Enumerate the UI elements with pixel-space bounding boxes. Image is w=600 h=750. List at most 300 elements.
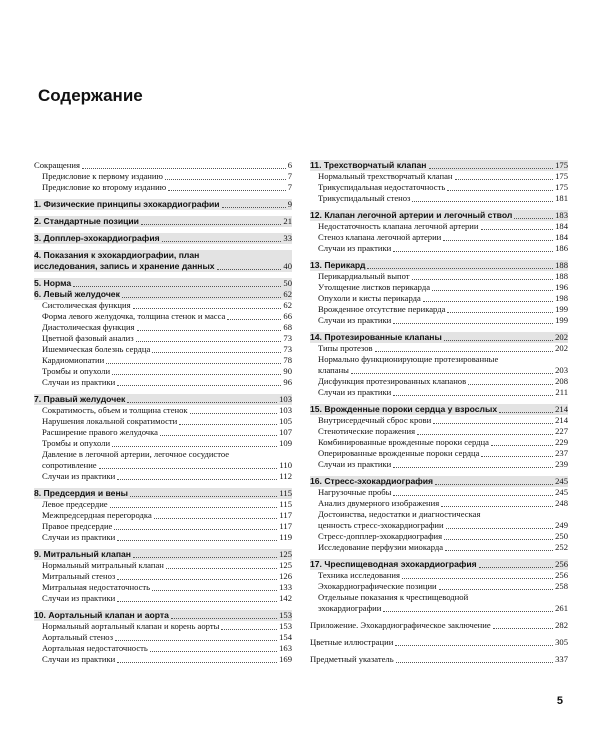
toc-subentry[interactable] <box>310 271 568 282</box>
toc-entry-title: Аортальный стеноз <box>42 632 114 642</box>
toc-entry-title: Случаи из практики <box>318 315 392 325</box>
toc-entry-title: Стенотические поражения <box>318 426 416 436</box>
dot-leader <box>443 240 553 241</box>
toc-subentry[interactable] <box>34 521 292 532</box>
toc-entry-page: 252 <box>555 542 568 552</box>
dot-leader <box>106 363 281 364</box>
toc-entry-title: Типы протезов <box>318 343 373 353</box>
dot-leader <box>168 190 286 191</box>
dot-leader <box>447 312 553 313</box>
toc-entry-page: 198 <box>555 293 568 303</box>
dot-leader <box>423 301 553 302</box>
toc-entry-page: 125 <box>279 560 292 570</box>
toc-chapter-entry[interactable] <box>34 394 292 405</box>
toc-entry-title: Аортальная недостаточность <box>42 643 148 653</box>
toc-subentry[interactable] <box>34 171 292 182</box>
dot-leader <box>396 662 553 663</box>
dot-leader <box>468 384 553 385</box>
dot-leader <box>393 467 553 468</box>
toc-entry-title: Диастолическая функция <box>42 322 135 332</box>
toc-entry-title: Правое предсердие <box>42 521 113 531</box>
toc-subentry[interactable] <box>310 426 568 437</box>
toc-subentry[interactable] <box>310 487 568 498</box>
dot-leader <box>82 168 286 169</box>
toc-chapter-entry[interactable] <box>310 332 568 343</box>
toc-entry-page: 214 <box>555 404 568 414</box>
toc-entry-title: Нормальный аортальный клапан и корень аорты <box>42 621 220 631</box>
toc-entry-page: 227 <box>555 426 568 436</box>
dot-leader <box>481 456 553 457</box>
dot-leader <box>479 567 553 568</box>
toc-entry-page: 175 <box>555 182 568 192</box>
toc-chapter-entry[interactable] <box>34 289 292 300</box>
toc-subentry[interactable] <box>34 300 292 311</box>
toc-entry-title: 3. Допплер-эхокардиография <box>34 233 160 243</box>
toc-entry-page: 153 <box>279 610 292 620</box>
toc-entry-page: 245 <box>555 487 568 497</box>
toc-entry-page: 110 <box>279 460 292 470</box>
toc-entry-title: Врожденное отсутствие перикарда <box>318 304 446 314</box>
toc-entry-page: 73 <box>283 344 292 354</box>
toc-chapter-entry[interactable] <box>34 549 292 560</box>
toc-subentry[interactable] <box>34 311 292 322</box>
dot-leader <box>117 601 277 602</box>
toc-subentry[interactable] <box>310 243 568 254</box>
toc-chapter-entry[interactable] <box>310 559 568 570</box>
toc-subentry[interactable] <box>34 571 292 582</box>
dot-leader <box>152 590 277 591</box>
toc-entry-title-line: 4. Показания к эхокардиографии, план <box>34 250 200 260</box>
toc-subentry[interactable] <box>310 182 568 193</box>
toc-entry-title: 10. Аортальный клапан и аорта <box>34 610 169 620</box>
toc-entry-page: 115 <box>279 488 292 498</box>
toc-entry-page: 184 <box>555 232 568 242</box>
dot-leader <box>154 518 278 519</box>
dot-leader <box>412 201 553 202</box>
dot-leader <box>491 445 553 446</box>
toc-entry-title: Случаи из практики <box>318 387 392 397</box>
toc-chapter-entry[interactable] <box>310 476 568 487</box>
toc-entry-page: 7 <box>287 171 292 181</box>
dot-leader <box>179 424 277 425</box>
dot-leader <box>127 402 277 403</box>
toc-entry-page: 250 <box>555 531 568 541</box>
toc-subentry[interactable] <box>310 171 568 182</box>
toc-entry-page: 103 <box>279 394 292 404</box>
dot-leader <box>122 297 282 298</box>
toc-subentry[interactable] <box>310 232 568 243</box>
dot-leader <box>114 529 277 530</box>
toc-subentry[interactable] <box>310 620 568 631</box>
dot-leader <box>221 629 277 630</box>
toc-entry-page: 214 <box>555 415 568 425</box>
toc-chapter-entry[interactable] <box>310 210 568 221</box>
dot-leader <box>393 495 553 496</box>
toc-entry-page: 211 <box>555 387 568 397</box>
toc-entry-title: Предметный указатель <box>310 654 394 664</box>
toc-entry-page: 203 <box>555 365 568 375</box>
toc-entry-page: 202 <box>555 343 568 353</box>
toc-entry-title: Левое предсердие <box>42 499 108 509</box>
toc-entry-page: 112 <box>279 471 292 481</box>
dot-leader <box>412 279 554 280</box>
dot-leader <box>444 539 553 540</box>
dot-leader <box>514 218 553 219</box>
dot-leader <box>383 611 553 612</box>
toc-entry-title: Исследование перфузии миокарда <box>318 542 444 552</box>
toc-subentry[interactable] <box>310 304 568 315</box>
toc-entry-page: 73 <box>283 333 292 343</box>
toc-entry-page: 245 <box>555 476 568 486</box>
toc-entry-title: Нормальный митральный клапан <box>42 560 164 570</box>
toc-entry-page: 237 <box>555 448 568 458</box>
dot-leader <box>493 628 553 629</box>
toc-entry-title: Расширение правого желудочка <box>42 427 158 437</box>
toc-entry-page: 183 <box>555 210 568 220</box>
dot-leader <box>393 251 553 252</box>
toc-entry-page: 282 <box>555 620 568 630</box>
toc-subentry[interactable] <box>34 471 292 482</box>
toc-chapter-entry[interactable] <box>34 250 292 272</box>
toc-entry-page: 154 <box>279 632 292 642</box>
dot-leader <box>439 589 553 590</box>
toc-entry-page: 126 <box>279 571 292 581</box>
toc-entry-page: 229 <box>555 437 568 447</box>
dot-leader <box>222 207 286 208</box>
dot-leader <box>117 579 277 580</box>
dot-leader <box>115 640 277 641</box>
toc-entry-page: 109 <box>279 438 292 448</box>
dot-leader <box>447 190 553 191</box>
toc-entry-title: 14. Протезированные клапаны <box>310 332 442 342</box>
dot-leader <box>160 435 277 436</box>
toc-entry-title: 1. Физические принципы эхокардиографии <box>34 199 220 209</box>
toc-entry-title: Нормальный трехстворчатый клапан <box>318 171 453 181</box>
dot-leader <box>133 308 282 309</box>
dot-leader <box>499 412 553 413</box>
toc-entry-page: 239 <box>555 459 568 469</box>
toc-subentry[interactable] <box>34 582 292 593</box>
toc-entry-title: Эхокардиографические позиции <box>318 581 437 591</box>
toc-entry-page: 175 <box>555 160 568 170</box>
dot-leader <box>110 507 278 508</box>
toc-entry-title: Внутрисердечный сброс крови <box>318 415 432 425</box>
toc-entry-page: 261 <box>555 603 568 613</box>
toc-entry-page: 119 <box>279 532 292 542</box>
toc-entry-page: 66 <box>283 311 292 321</box>
toc-subentry[interactable] <box>310 509 568 531</box>
toc-entry-title: Анализ двумерного изображения <box>318 498 440 508</box>
toc-entry-title: Ишемическая болезнь сердца <box>42 344 151 354</box>
toc-entry-title: Комбинированные врожденные пороки сердца <box>318 437 489 447</box>
toc-entry-title: Тромбы и опухоли <box>42 438 111 448</box>
toc-chapter-entry[interactable] <box>34 278 292 289</box>
toc-entry-page: 117 <box>279 521 292 531</box>
dot-leader <box>152 352 281 353</box>
toc-subentry[interactable] <box>34 532 292 543</box>
toc-chapter-entry[interactable] <box>310 260 568 271</box>
toc-entry-title: Сократимость, объем и толщина стенок <box>42 405 188 415</box>
toc-entry-title: Техника исследования <box>318 570 400 580</box>
toc-entry-page: 142 <box>279 593 292 603</box>
dot-leader <box>227 319 281 320</box>
toc-entry-title: 12. Клапан легочной артерии и легочный ствол <box>310 210 513 220</box>
toc-entry-title: Случаи из практики <box>42 471 116 481</box>
toc-subentry[interactable] <box>34 632 292 643</box>
toc-entry-title: Трикуспидальная недостаточность <box>318 182 446 192</box>
toc-subentry[interactable] <box>34 322 292 333</box>
toc-subentry[interactable] <box>310 343 568 354</box>
toc-subentry[interactable] <box>310 193 568 204</box>
toc-entry-title-line: Достоинства, недостатки и диагностическая <box>318 509 481 519</box>
toc-subentry[interactable] <box>34 499 292 510</box>
toc-subentry[interactable] <box>310 581 568 592</box>
toc-entry-page: 199 <box>555 315 568 325</box>
toc-chapter-entry[interactable] <box>34 199 292 210</box>
dot-leader <box>429 168 554 169</box>
toc-entry-page: 115 <box>279 499 292 509</box>
toc-entry-title: 8. Предсердия и вены <box>34 488 128 498</box>
toc-entry-title: 11. Трехстворчатый клапан <box>310 160 427 170</box>
toc-chapter-entry[interactable] <box>34 488 292 499</box>
dot-leader <box>133 557 277 558</box>
toc-subentry[interactable] <box>310 293 568 304</box>
dot-leader <box>112 374 281 375</box>
toc-entry-page: 258 <box>555 581 568 591</box>
toc-entry-title: Опухоли и кисты перикарда <box>318 293 421 303</box>
toc-entry-page: 188 <box>555 271 568 281</box>
toc-entry-title: Митральная недостаточность <box>42 582 151 592</box>
dot-leader <box>73 286 281 287</box>
toc-entry-title: сопротивление <box>42 460 97 470</box>
toc-subentry[interactable] <box>310 376 568 387</box>
toc-entry-page: 107 <box>279 427 292 437</box>
toc-subentry[interactable] <box>34 377 292 388</box>
toc-entry-title: Сокращения <box>34 160 80 170</box>
toc-entry-page: 337 <box>555 654 568 664</box>
toc-subentry[interactable] <box>310 315 568 326</box>
dot-leader <box>417 434 553 435</box>
toc-subentry[interactable] <box>34 621 292 632</box>
toc-entry-title: Случаи из практики <box>42 593 116 603</box>
toc-entry-page: 103 <box>279 405 292 415</box>
toc-entry-title: Предисловие к первому изданию <box>42 171 163 181</box>
toc-entry-page: 68 <box>283 322 292 332</box>
toc-entry-title: Утолщение листков перикарда <box>318 282 431 292</box>
toc-entry-title: Перикардиальный выпот <box>318 271 410 281</box>
toc-entry-title: Цветной фазовый анализ <box>42 333 134 343</box>
toc-subentry[interactable] <box>34 366 292 377</box>
toc-entry-page: 199 <box>555 304 568 314</box>
dot-leader <box>393 323 553 324</box>
toc-subentry[interactable] <box>310 437 568 448</box>
toc-subentry[interactable] <box>310 498 568 509</box>
toc-subentry[interactable] <box>34 643 292 654</box>
toc-entry-title: Дисфункция протезированных клапанов <box>318 376 467 386</box>
toc-entry-page: 117 <box>279 510 292 520</box>
toc-subentry[interactable] <box>310 592 568 614</box>
toc-entry-page: 163 <box>279 643 292 653</box>
toc-chapter-entry[interactable] <box>310 404 568 415</box>
toc-entry-page: 50 <box>283 278 292 288</box>
toc-entry-title-line: Давление в легочной артерии, легочное сосудистое <box>42 449 230 459</box>
dot-leader <box>130 496 277 497</box>
toc-entry-page: 184 <box>555 221 568 231</box>
toc-subentry[interactable] <box>310 542 568 553</box>
toc-subentry[interactable] <box>34 160 292 171</box>
toc-entry-title: Тромбы и опухоли <box>42 366 111 376</box>
dot-leader <box>117 385 281 386</box>
toc-entry-page: 62 <box>283 289 292 299</box>
toc-subentry[interactable] <box>310 282 568 293</box>
toc-entry-page: 202 <box>555 332 568 342</box>
toc-chapter-entry[interactable] <box>34 233 292 244</box>
toc-entry-title: 7. Правый желудочек <box>34 394 126 404</box>
toc-entry-title: Случаи из практики <box>318 459 392 469</box>
toc-entry-page: 188 <box>555 260 568 270</box>
toc-subentry[interactable] <box>310 448 568 459</box>
dot-leader <box>395 645 553 646</box>
toc-subentry[interactable] <box>34 333 292 344</box>
toc-subentry[interactable] <box>310 531 568 542</box>
toc-subentry[interactable] <box>310 221 568 232</box>
toc-entry-title: Митральный стеноз <box>42 571 116 581</box>
toc-subentry[interactable] <box>310 387 568 398</box>
toc-entry-title: Кардиомиопатии <box>42 355 105 365</box>
toc-chapter-entry[interactable] <box>34 216 292 227</box>
toc-left-column <box>34 160 292 665</box>
toc-entry-title: 13. Перикард <box>310 260 366 270</box>
dot-leader <box>367 268 553 269</box>
dot-leader <box>190 413 278 414</box>
toc-subentry[interactable] <box>310 637 568 648</box>
dot-leader <box>99 468 278 469</box>
dot-leader <box>441 506 553 507</box>
dot-leader <box>444 340 553 341</box>
toc-chapter-entry[interactable] <box>34 610 292 621</box>
dot-leader <box>402 578 553 579</box>
dot-leader <box>117 540 277 541</box>
toc-entry-page: 21 <box>283 216 292 226</box>
toc-entry-title: Трикуспидальный стеноз <box>318 193 411 203</box>
toc-entry-page: 175 <box>555 171 568 181</box>
toc-entry-title: эхокардиографии <box>318 603 382 613</box>
toc-entry-page: 96 <box>283 377 292 387</box>
toc-entry-title: Форма левого желудочка, толщина стенок и масса <box>42 311 226 321</box>
dot-leader <box>141 224 281 225</box>
dot-leader <box>117 662 277 663</box>
dot-leader <box>433 423 553 424</box>
toc-subentry[interactable] <box>34 344 292 355</box>
toc-entry-page: 78 <box>283 355 292 365</box>
toc-entry-title-line: Нормально функционирующие протезированные <box>318 354 499 364</box>
toc-entry-page: 62 <box>283 300 292 310</box>
toc-entry-page: 40 <box>283 261 292 271</box>
toc-entry-title: Стресс-допплер-эхокардиография <box>318 531 443 541</box>
toc-subentry[interactable] <box>34 438 292 449</box>
dot-leader <box>375 351 554 352</box>
toc-entry-page: 248 <box>555 498 568 508</box>
toc-entry-title: 2. Стандартные позиции <box>34 216 139 226</box>
toc-subentry[interactable] <box>310 654 568 665</box>
toc-entry-title: 17. Чреспищеводная эхокардиография <box>310 559 477 569</box>
toc-entry-title: 9. Митральный клапан <box>34 549 131 559</box>
toc-entry-title: Случаи из практики <box>42 532 116 542</box>
toc-subentry[interactable] <box>310 354 568 376</box>
dot-leader <box>393 395 553 396</box>
toc-entry-page: 7 <box>287 182 292 192</box>
toc-subentry[interactable] <box>310 459 568 470</box>
toc-entry-title: Случаи из практики <box>42 377 116 387</box>
dot-leader <box>166 568 277 569</box>
toc-subentry[interactable] <box>310 570 568 581</box>
page-number: 5 <box>556 695 563 707</box>
toc-entry-title: Приложение. Эхокардиографическое заключение <box>310 620 491 630</box>
toc-subentry[interactable] <box>34 654 292 665</box>
toc-subentry[interactable] <box>34 405 292 416</box>
toc-entry-title: ценность стресс-эхокардиографии <box>318 520 444 530</box>
dot-leader <box>112 446 277 447</box>
dot-leader <box>445 550 553 551</box>
toc-entry-page: 105 <box>279 416 292 426</box>
toc-entry-title: Систолическая функция <box>42 300 131 310</box>
toc-subentry[interactable] <box>34 449 292 471</box>
dot-leader <box>217 269 282 270</box>
toc-subentry[interactable] <box>34 427 292 438</box>
toc-subentry[interactable] <box>310 415 568 426</box>
toc-subentry[interactable] <box>34 510 292 521</box>
toc-entry-page: 6 <box>287 160 292 170</box>
toc-entry-page: 90 <box>283 366 292 376</box>
toc-entry-title: 15. Врожденные пороки сердца у взрослых <box>310 404 498 414</box>
toc-entry-title: Стеноз клапана легочной артерии <box>318 232 442 242</box>
toc-entry-page: 256 <box>555 559 568 569</box>
dot-leader <box>351 373 553 374</box>
toc-subentry[interactable] <box>34 182 292 193</box>
toc-subentry[interactable] <box>34 355 292 366</box>
toc-entry-title: Межпредсердная перегородка <box>42 510 152 520</box>
page-title: Содержание <box>38 86 143 105</box>
toc-entry-page: 33 <box>283 233 292 243</box>
dot-leader <box>162 241 282 242</box>
dot-leader <box>165 179 286 180</box>
toc-entry-page: 249 <box>555 520 568 530</box>
dot-leader <box>137 330 282 331</box>
toc-entry-title: 6. Левый желудочек <box>34 289 120 299</box>
toc-subentry[interactable] <box>34 560 292 571</box>
dot-leader <box>117 479 277 480</box>
toc-subentry[interactable] <box>34 416 292 427</box>
toc-subentry[interactable] <box>34 593 292 604</box>
toc-entry-page: 305 <box>555 637 568 647</box>
toc-entry-title-line: Отдельные показания к чреспищеводной <box>318 592 469 602</box>
toc-entry-title: клапаны <box>318 365 349 375</box>
dot-leader <box>171 618 277 619</box>
toc-entry-title: исследования, запись и хранение данных <box>34 261 215 271</box>
toc-entry-title: Оперированные врожденные пороки сердца <box>318 448 480 458</box>
toc-entry-title: Случаи из практики <box>318 243 392 253</box>
toc-right-column <box>310 160 568 665</box>
toc-entry-title: Предисловие ко второму изданию <box>42 182 167 192</box>
toc-chapter-entry[interactable] <box>310 160 568 171</box>
toc-entry-page: 169 <box>279 654 292 664</box>
dot-leader <box>435 484 553 485</box>
toc-entry-page: 125 <box>279 549 292 559</box>
toc-entry-title: Недостаточность клапана легочной артерии <box>318 221 479 231</box>
dot-leader <box>446 528 554 529</box>
toc-entry-page: 186 <box>555 243 568 253</box>
toc-entry-title: Нагрузочные пробы <box>318 487 392 497</box>
